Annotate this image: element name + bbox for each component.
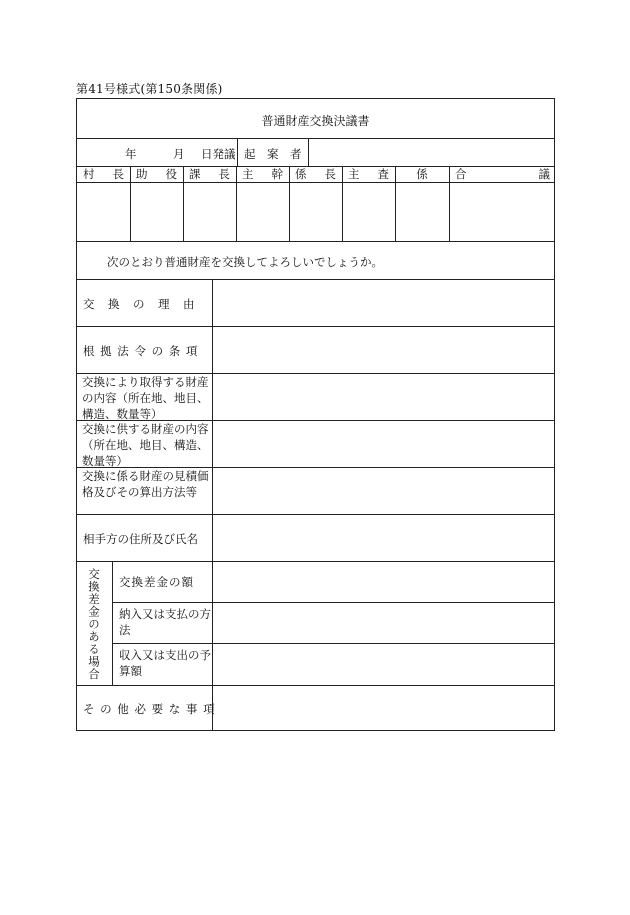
basis-field[interactable] [213, 327, 554, 373]
valuation-row [77, 468, 554, 515]
counterparty-label: 相手方の住所及び氏名 [83, 532, 198, 546]
stamp-box[interactable] [290, 183, 342, 241]
acquire-row [77, 374, 554, 421]
stamp-box[interactable] [131, 183, 183, 241]
form-number: 第41号様式(第150条関係) [76, 82, 223, 96]
statement-text: 次のとおり普通財産を交換してよろしいでしょうか。 [107, 255, 383, 269]
stamp-box[interactable] [343, 183, 395, 241]
provide-label: 交換に供する財産の内容（所在地、地目、構造、数量等） [82, 422, 209, 468]
other-row [77, 686, 554, 730]
stamp-box[interactable] [184, 183, 236, 241]
divider [112, 562, 113, 685]
provide-field[interactable] [213, 421, 554, 467]
other-label: そ の 他 必 要 な 事 項 [83, 702, 216, 716]
payment-method-field[interactable] [213, 603, 554, 643]
approval-header: 主 査 [348, 167, 389, 181]
provide-row [77, 421, 554, 468]
drafter-field[interactable] [309, 139, 554, 166]
budget-amount-label: 収入又は支出の予算額 [119, 648, 211, 678]
document-title: 普通財産交換決議書 [261, 114, 370, 128]
exchange-resolution-form [76, 98, 555, 731]
month-label: 月 [173, 147, 185, 161]
reason-field[interactable] [213, 280, 554, 326]
drafter-label: 起 案 者 [244, 147, 302, 161]
approval-header: 係 [416, 167, 428, 181]
approval-header: 係 長 [295, 167, 336, 181]
exchange-difference-group-label: 交換差金のある場合 [87, 568, 101, 681]
stamp-box[interactable] [450, 183, 554, 241]
statement-row [77, 242, 554, 280]
title-row [77, 99, 554, 139]
basis-row [77, 327, 554, 374]
other-field[interactable] [213, 686, 554, 730]
acquire-field[interactable] [213, 374, 554, 420]
stamp-box[interactable] [396, 183, 449, 241]
exchange-difference-amount-field[interactable] [213, 562, 554, 602]
stamp-box[interactable] [237, 183, 289, 241]
approval-header: 主 幹 [242, 167, 283, 181]
counterparty-row [77, 515, 554, 562]
exchange-difference-amount-label: 交換差金の額 [119, 575, 194, 589]
reason-row [77, 280, 554, 327]
day-proposal-label: 日発議 [201, 147, 236, 161]
approval-row [77, 167, 554, 242]
acquire-label: 交換により取得する財産の内容（所在地、地目、構造、数量等） [82, 375, 209, 421]
year-label: 年 [125, 147, 137, 161]
counterparty-field[interactable] [213, 515, 554, 561]
payment-method-label: 納入又は支払の方法 [119, 607, 211, 637]
reason-label: 交 換 の 理 由 [83, 297, 196, 311]
approval-header: 村 長 [83, 167, 124, 181]
budget-amount-field[interactable] [213, 644, 554, 685]
exchange-difference-group [77, 562, 554, 686]
divider [237, 139, 238, 166]
valuation-field[interactable] [213, 468, 554, 514]
approval-header: 助 役 [136, 167, 177, 181]
basis-label: 根 拠 法 令 の 条 項 [83, 344, 199, 358]
date-row [77, 139, 554, 167]
approval-header: 合 議 [455, 167, 550, 181]
approval-header: 課 長 [189, 167, 230, 181]
stamp-box[interactable] [77, 183, 130, 241]
valuation-label: 交換に係る財産の見積価格及びその算出方法等 [82, 469, 209, 499]
